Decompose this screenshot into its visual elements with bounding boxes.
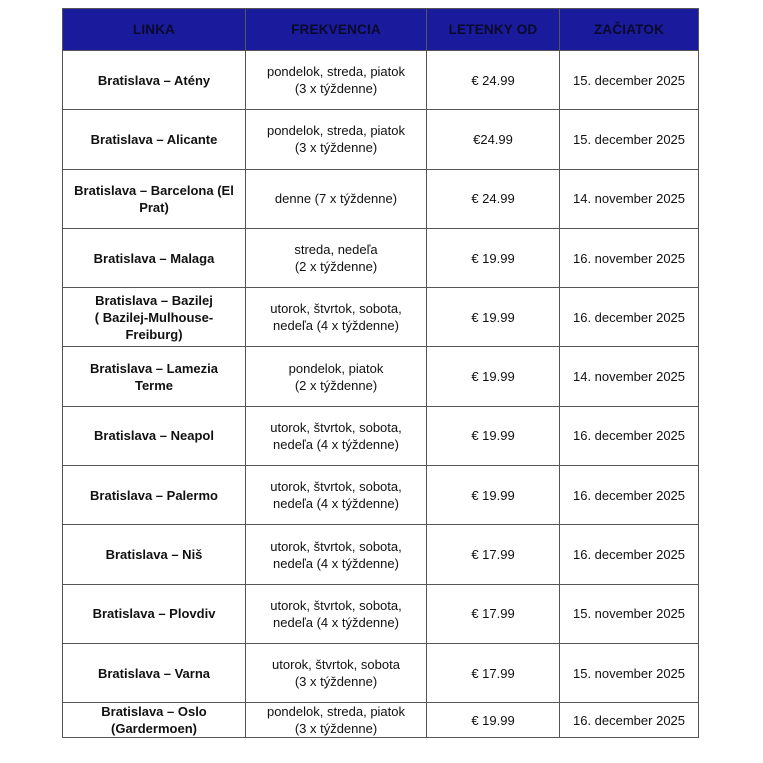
price-cell: € 17.99 bbox=[427, 584, 560, 643]
price-cell: € 24.99 bbox=[427, 51, 560, 110]
frequency-cell: utorok, štvrtok, sobota, nedeľa (4 x týždenne) bbox=[246, 584, 427, 643]
price-cell: € 17.99 bbox=[427, 643, 560, 702]
start-date-cell: 14. november 2025 bbox=[560, 347, 699, 406]
table-row bbox=[63, 584, 699, 643]
route-cell: Bratislava – Niš bbox=[63, 525, 246, 584]
table-row bbox=[63, 703, 699, 738]
route-cell: Bratislava – Bazilej ( Bazilej-Mulhouse- Freiburg) bbox=[63, 288, 246, 347]
route-cell: Bratislava – Lamezia Terme bbox=[63, 347, 246, 406]
price-cell: € 19.99 bbox=[427, 703, 560, 738]
table-row bbox=[63, 525, 699, 584]
route-cell: Bratislava – Neapol bbox=[63, 406, 246, 465]
start-date-cell: 16. december 2025 bbox=[560, 703, 699, 738]
table-row bbox=[63, 288, 699, 347]
table-row bbox=[63, 51, 699, 110]
price-cell: € 19.99 bbox=[427, 228, 560, 287]
table-header-row bbox=[63, 9, 699, 51]
start-date-cell: 16. december 2025 bbox=[560, 406, 699, 465]
price-cell: € 24.99 bbox=[427, 169, 560, 228]
route-cell: Bratislava – Atény bbox=[63, 51, 246, 110]
price-cell: € 19.99 bbox=[427, 406, 560, 465]
route-cell: Bratislava – Alicante bbox=[63, 110, 246, 169]
frequency-cell: utorok, štvrtok, sobota, nedeľa (4 x týždenne) bbox=[246, 406, 427, 465]
price-cell: €24.99 bbox=[427, 110, 560, 169]
route-cell: Bratislava – Oslo (Gardermoen) bbox=[63, 703, 246, 738]
price-cell: € 19.99 bbox=[427, 288, 560, 347]
frequency-cell: utorok, štvrtok, sobota, nedeľa (4 x týždenne) bbox=[246, 525, 427, 584]
route-cell: Bratislava – Barcelona (El Prat) bbox=[63, 169, 246, 228]
table-body bbox=[63, 51, 699, 738]
price-cell: € 19.99 bbox=[427, 347, 560, 406]
start-date-cell: 15. december 2025 bbox=[560, 51, 699, 110]
table-row bbox=[63, 228, 699, 287]
table-row bbox=[63, 347, 699, 406]
start-date-cell: 16. december 2025 bbox=[560, 525, 699, 584]
header-frequency: FREKVENCIA bbox=[246, 9, 427, 51]
route-cell: Bratislava – Varna bbox=[63, 643, 246, 702]
start-date-cell: 15. november 2025 bbox=[560, 643, 699, 702]
header-route: LINKA bbox=[63, 9, 246, 51]
price-cell: € 19.99 bbox=[427, 466, 560, 525]
routes-table bbox=[62, 8, 699, 738]
table-row bbox=[63, 643, 699, 702]
frequency-cell: pondelok, piatok (2 x týždenne) bbox=[246, 347, 427, 406]
frequency-cell: pondelok, streda, piatok (3 x týždenne) bbox=[246, 703, 427, 738]
table-row bbox=[63, 110, 699, 169]
route-cell: Bratislava – Plovdiv bbox=[63, 584, 246, 643]
route-cell: Bratislava – Malaga bbox=[63, 228, 246, 287]
header-start: ZAČIATOK bbox=[560, 9, 699, 51]
start-date-cell: 16. december 2025 bbox=[560, 288, 699, 347]
route-cell: Bratislava – Palermo bbox=[63, 466, 246, 525]
frequency-cell: pondelok, streda, piatok (3 x týždenne) bbox=[246, 110, 427, 169]
frequency-cell: utorok, štvrtok, sobota, nedeľa (4 x týždenne) bbox=[246, 466, 427, 525]
price-cell: € 17.99 bbox=[427, 525, 560, 584]
start-date-cell: 14. november 2025 bbox=[560, 169, 699, 228]
start-date-cell: 15. november 2025 bbox=[560, 584, 699, 643]
start-date-cell: 15. december 2025 bbox=[560, 110, 699, 169]
table-row bbox=[63, 406, 699, 465]
frequency-cell: pondelok, streda, piatok (3 x týždenne) bbox=[246, 51, 427, 110]
header-price: LETENKY OD bbox=[427, 9, 560, 51]
table-row bbox=[63, 466, 699, 525]
frequency-cell: utorok, štvrtok, sobota (3 x týždenne) bbox=[246, 643, 427, 702]
frequency-cell: utorok, štvrtok, sobota, nedeľa (4 x týždenne) bbox=[246, 288, 427, 347]
frequency-cell: denne (7 x týždenne) bbox=[246, 169, 427, 228]
frequency-cell: streda, nedeľa (2 x týždenne) bbox=[246, 228, 427, 287]
start-date-cell: 16. november 2025 bbox=[560, 228, 699, 287]
table-row bbox=[63, 169, 699, 228]
start-date-cell: 16. december 2025 bbox=[560, 466, 699, 525]
